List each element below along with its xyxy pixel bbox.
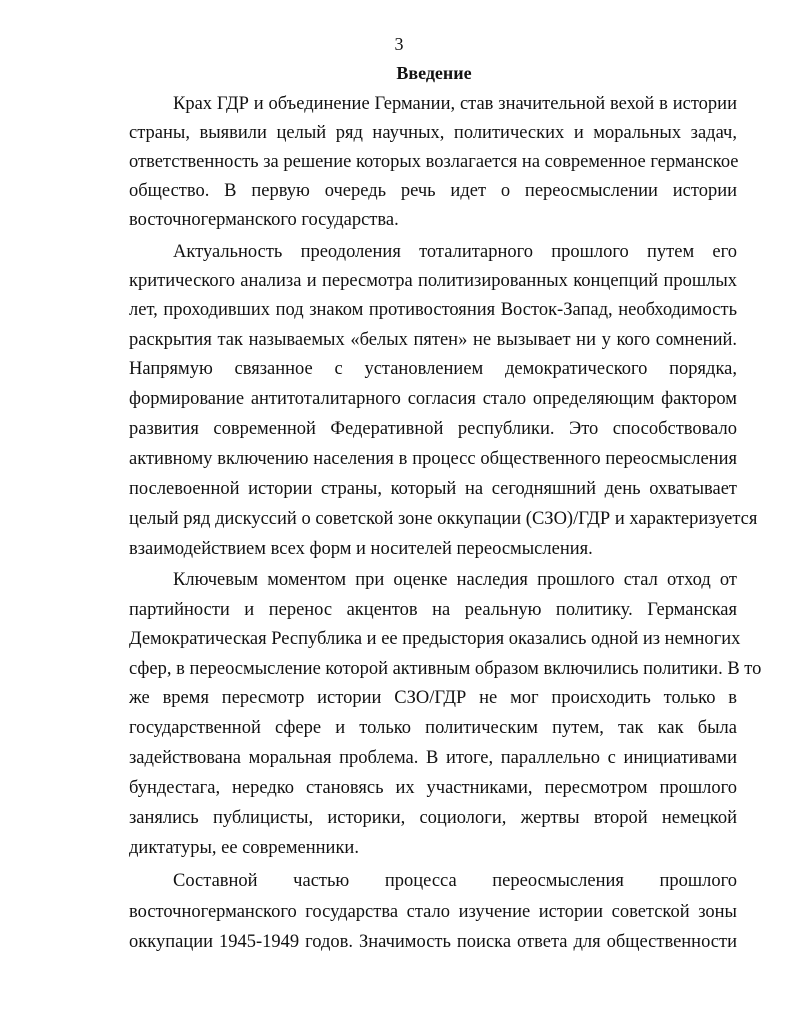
text-line: Демократическая Республика и ее предыстория оказались одной из немногих — [129, 629, 741, 649]
text-line: критического анализа и пересмотра политизированных концепций прошлых — [129, 271, 737, 291]
text-line: занялись публицисты, историки, социологи, жертвы второй немецкой — [129, 808, 737, 828]
text-line: восточногерманского государства. — [129, 210, 399, 230]
text-line: ответственность за решение которых возлагается на современное германское — [129, 152, 739, 172]
text-line: оккупации 1945-1949 годов. Значимость поиска ответа для общественности — [129, 932, 737, 952]
text-line: диктатуры, ее современники. — [129, 838, 359, 858]
text-line: взаимодействием всех форм и носителей переосмысления. — [129, 539, 593, 559]
text-line: активному включению населения в процесс общественного переосмысления — [129, 449, 737, 469]
text-line: формирование антитоталитарного согласия стало определяющим фактором — [129, 389, 737, 409]
text-line: Напрямую связанное с установлением демократического порядка, — [129, 359, 737, 379]
text-line: Крах ГДР и объединение Германии, став значительной вехой в истории — [173, 94, 737, 114]
text-line: Актуальность преодоления тоталитарного прошлого путем его — [173, 242, 737, 262]
text-line: партийности и перенос акцентов на реальную политику. Германская — [129, 600, 737, 620]
text-line: развития современной Федеративной республики. Это способствовало — [129, 419, 737, 439]
text-line: лет, проходивших под знаком противостояния Восток-Запад, необходимость — [129, 300, 737, 320]
page-number: 3 — [394, 34, 404, 54]
text-line: задействована моральная проблема. В итоге, параллельно с инициативами — [129, 748, 737, 768]
text-line: же время пересмотр истории СЗО/ГДР не мог происходить только в — [129, 688, 737, 708]
text-line: сфер, в переосмысление которой активным образом включились политики. В то — [129, 659, 762, 679]
text-line: раскрытия так называемых «белых пятен» не вызывает ни у кого сомнений. — [129, 330, 737, 350]
text-line: восточногерманского государства стало изучение истории советской зоны — [129, 902, 737, 922]
text-line: послевоенной истории страны, который на сегодняшний день охватывает — [129, 479, 737, 499]
section-heading: Введение — [396, 63, 472, 83]
text-line: государственной сфере и только политическим путем, так как была — [129, 718, 737, 738]
text-line: бундестага, нередко становясь их участниками, пересмотром прошлого — [129, 778, 737, 798]
text-line: целый ряд дискуссий о советской зоне оккупации (СЗО)/ГДР и характеризуется — [129, 509, 758, 529]
text-line: общество. В первую очередь речь идет о переосмыслении истории — [129, 181, 737, 201]
text-line: Составной частью процесса переосмысления прошлого — [173, 871, 737, 891]
text-line: Ключевым моментом при оценке наследия прошлого стал отход от — [173, 570, 737, 590]
text-line: страны, выявили целый ряд научных, политических и моральных задач, — [129, 123, 737, 143]
